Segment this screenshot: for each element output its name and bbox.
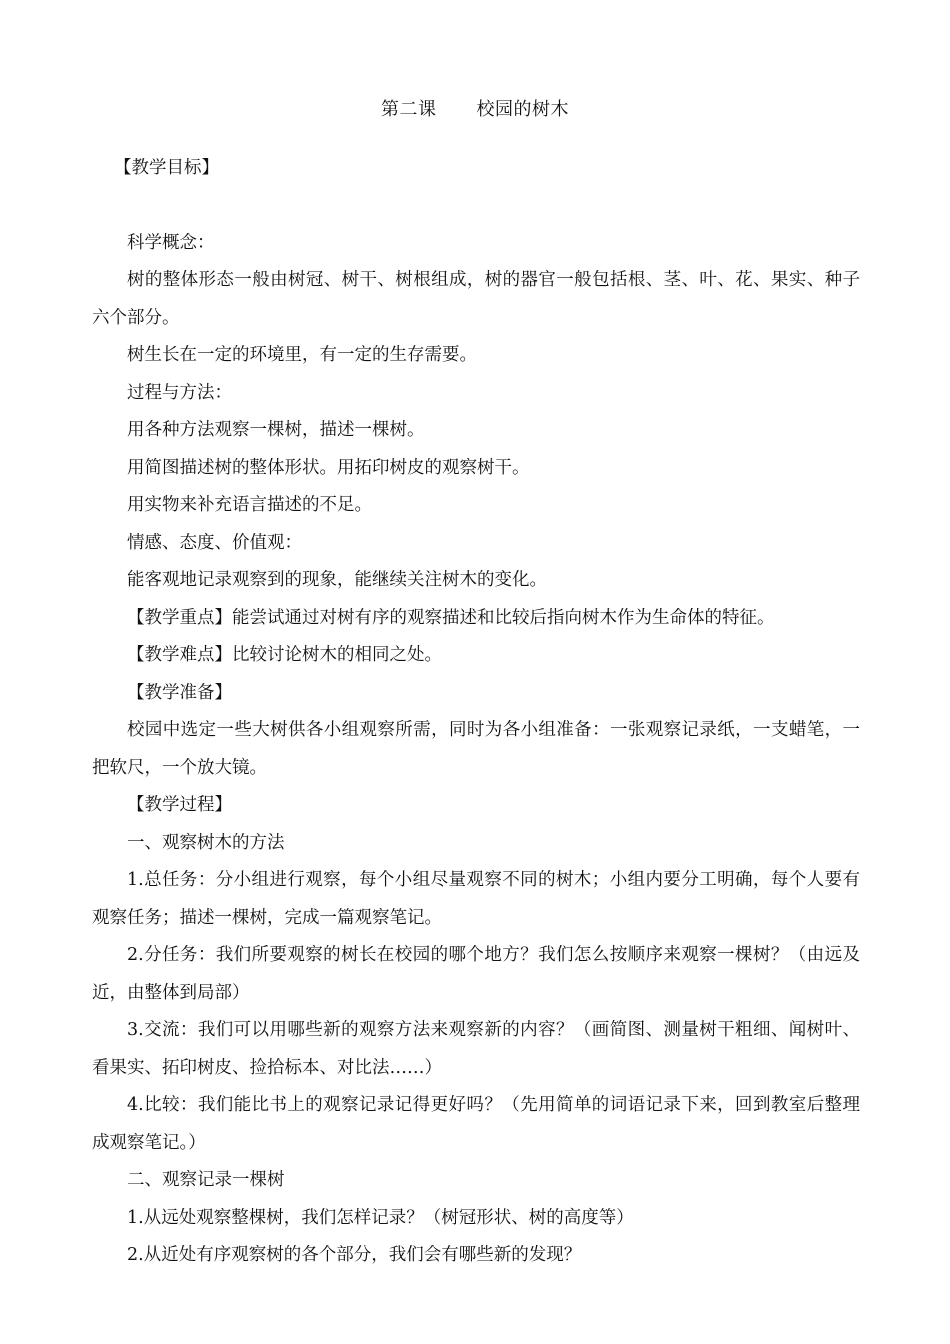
paragraph: 【教学准备】 bbox=[127, 682, 232, 703]
paragraph: 情感、态度、价值观： bbox=[127, 532, 302, 553]
paragraph: 2.分任务：我们所要观察的树长在校园的哪个地方？我们怎么按顺序来观察一棵树？（由远及近，由整体到局部） bbox=[92, 945, 860, 1003]
paragraph: 【教学难点】比较讨论树木的相同之处。 bbox=[127, 645, 442, 665]
paragraph: 树生长在一定的环境里，有一定的生存需要。 bbox=[127, 345, 477, 365]
document-body bbox=[92, 150, 860, 1275]
paragraph: 树的整体形态一般由树冠、树干、树根组成，树的器官一般包括根、茎、叶、花、果实、种子六个部分。 bbox=[92, 270, 860, 328]
paragraph: 一、观察树木的方法 bbox=[127, 832, 285, 853]
paragraph: 【教学重点】能尝试通过对树有序的观察描述和比较后指向树木作为生命体的特征。 bbox=[127, 607, 775, 628]
paragraph: 用各种方法观察一棵树，描述一棵树。 bbox=[127, 420, 425, 440]
paragraph: 二、观察记录一棵树 bbox=[127, 1170, 285, 1190]
paragraph: 科学概念： bbox=[127, 232, 215, 253]
paragraph: 过程与方法： bbox=[127, 382, 232, 403]
section-heading-objectives: 【教学目标】 bbox=[114, 158, 219, 178]
lesson-title bbox=[0, 95, 950, 121]
paragraph: 用实物来补充语言描述的不足。 bbox=[127, 495, 372, 515]
paragraph: 能客观地记录观察到的现象，能继续关注树木的变化。 bbox=[127, 570, 547, 590]
paragraph: 校园中选定一些大树供各小组观察所需，同时为各小组准备：一张观察记录纸，一支蜡笔，一把软尺，一个放大镜。 bbox=[92, 720, 860, 778]
paragraph: 【教学过程】 bbox=[127, 795, 232, 815]
spacer bbox=[92, 188, 860, 225]
paragraph: 1.总任务：分小组进行观察，每个小组尽量观察不同的树木；小组内要分工明确，每个人要有观察任务；描述一棵树，完成一篇观察笔记。 bbox=[92, 870, 860, 928]
paragraph: 3.交流：我们可以用哪些新的观察方法来观察新的内容？（画简图、测量树干粗细、闻树叶、看果实、拓印树皮、捡拾标本、对比法……） bbox=[92, 1020, 860, 1078]
paragraph: 4.比较：我们能比书上的观察记录记得更好吗？（先用简单的词语记录下来，回到教室后整理成观察笔记。） bbox=[92, 1095, 860, 1153]
lesson-name: 校园的树木 bbox=[476, 99, 569, 120]
paragraph: 2.从近处有序观察树的各个部分，我们会有哪些新的发现？ bbox=[127, 1245, 582, 1265]
paragraph: 用简图描述树的整体形状。用拓印树皮的观察树干。 bbox=[127, 457, 530, 478]
lesson-number: 第二课 bbox=[381, 99, 437, 120]
paragraph: 1.从远处观察整棵树，我们怎样记录？（树冠形状、树的高度等） bbox=[127, 1207, 634, 1228]
